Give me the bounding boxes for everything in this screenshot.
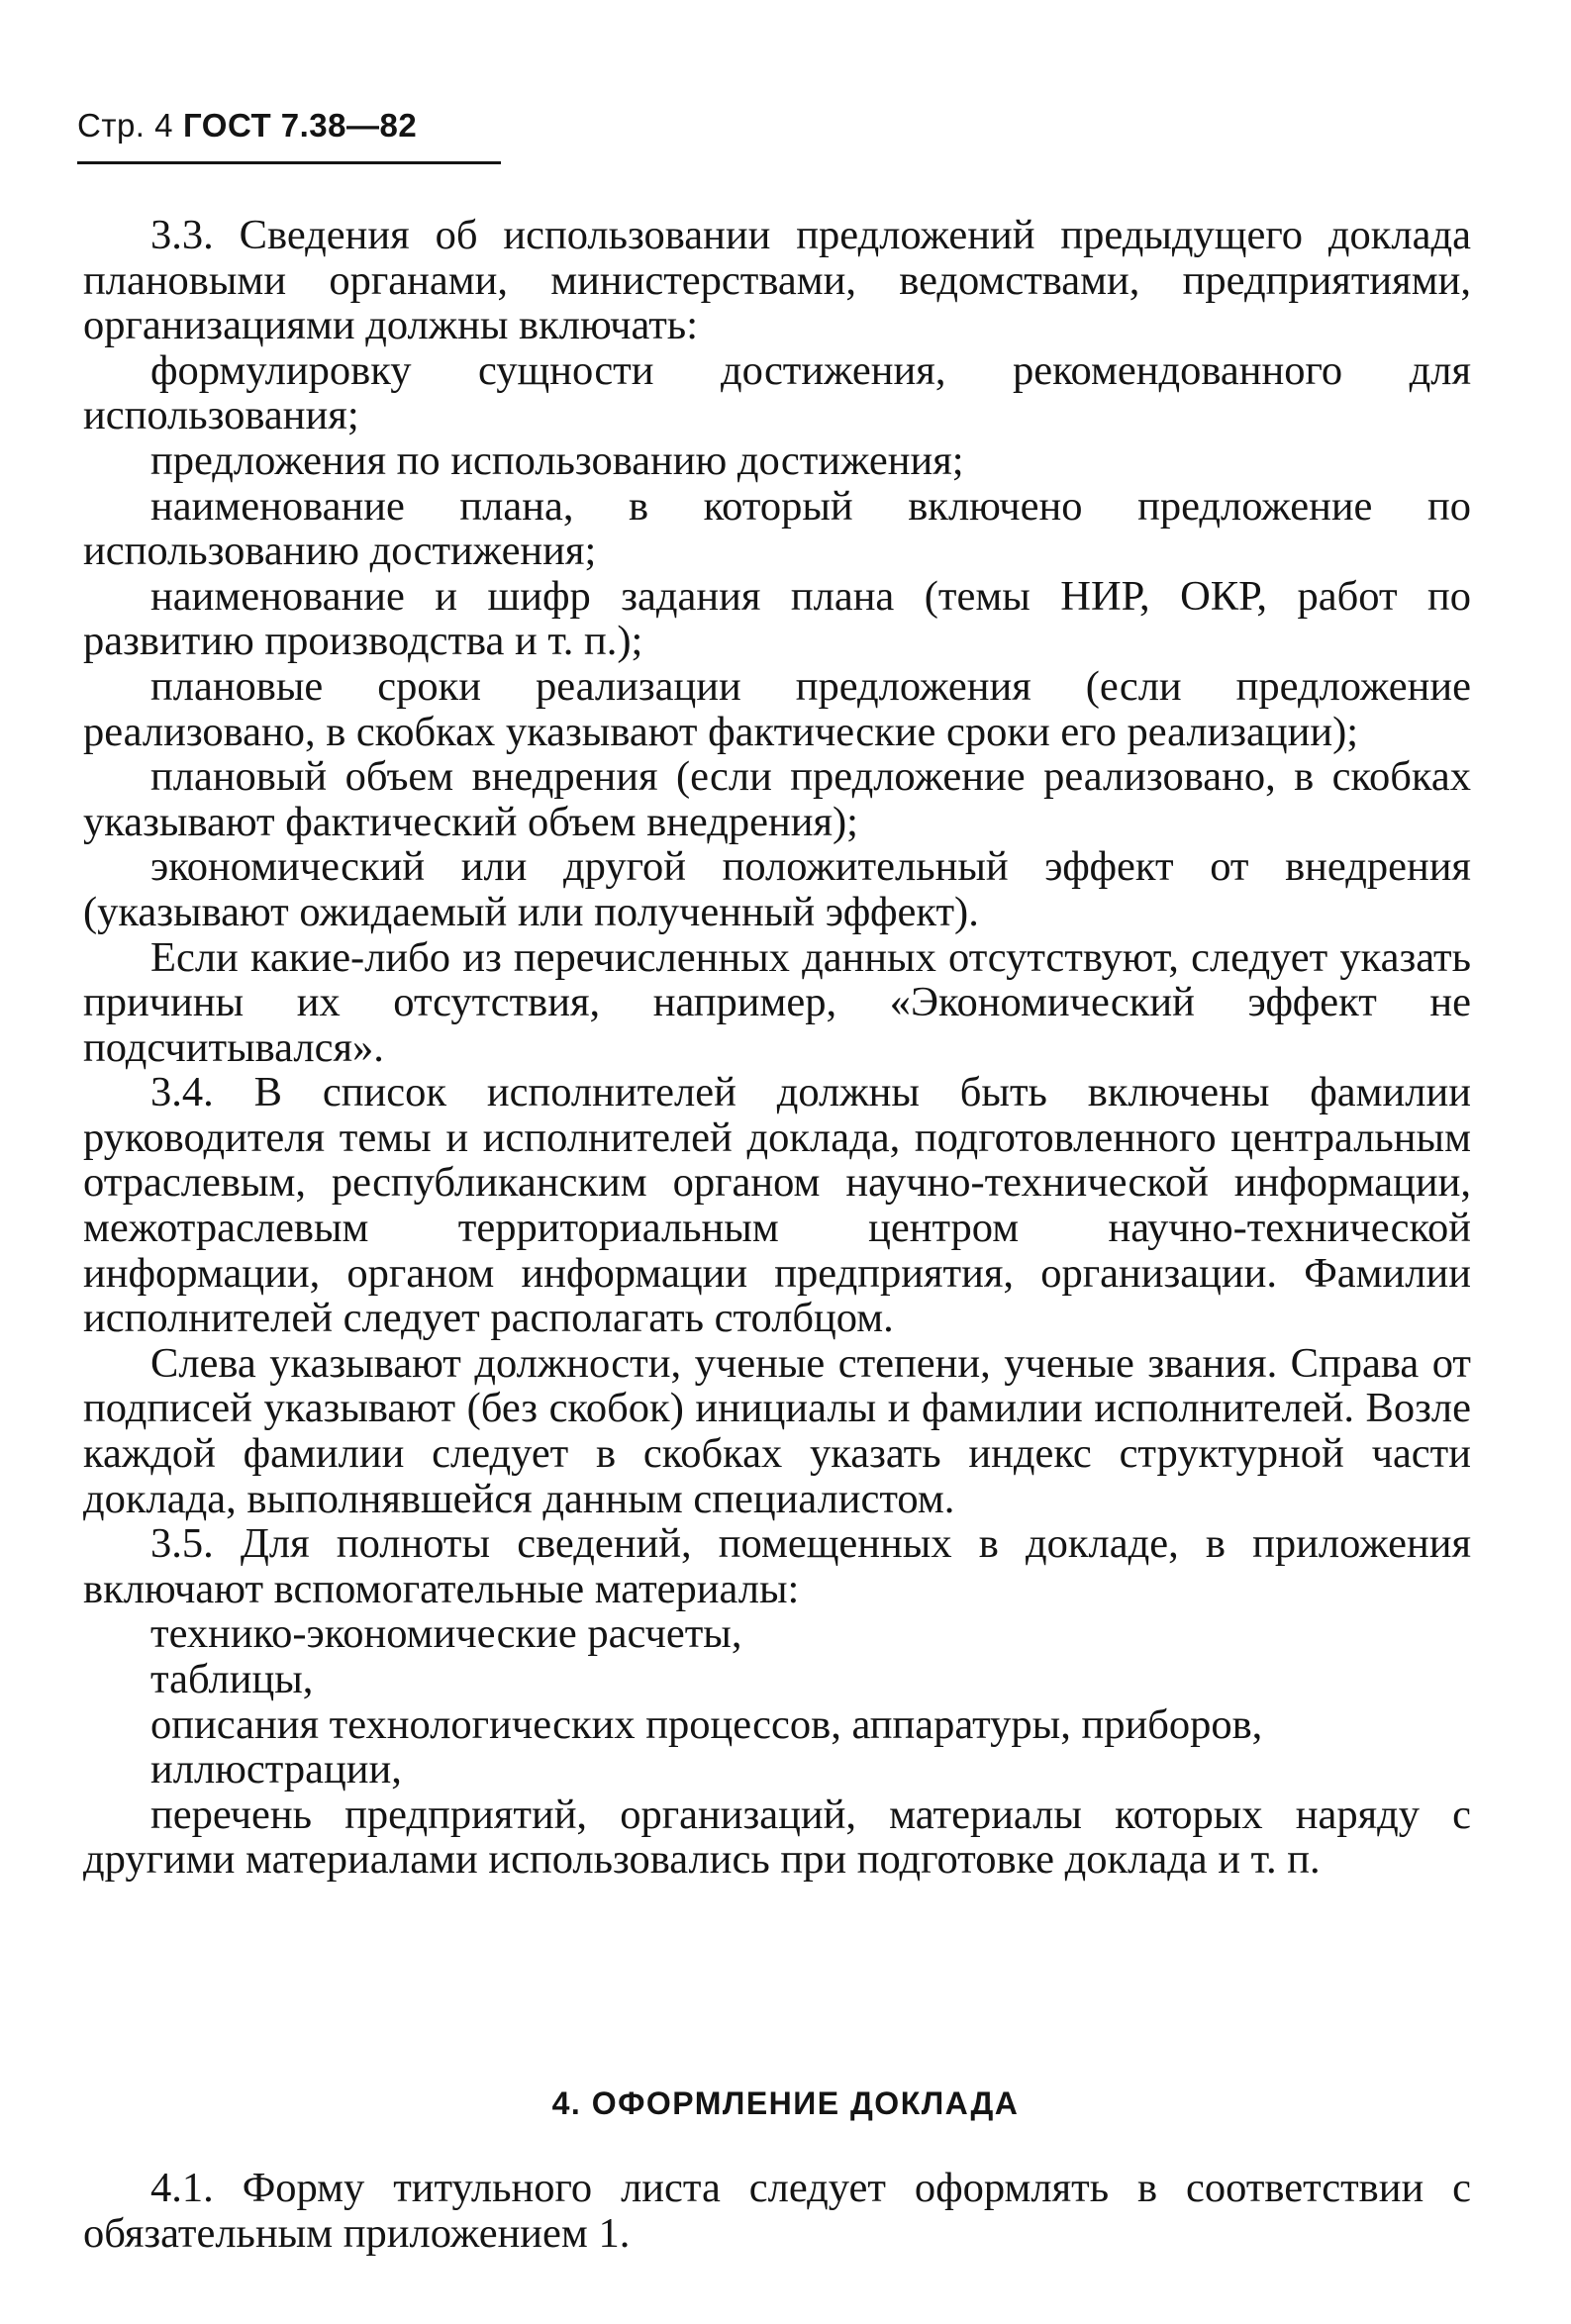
list-item: экономический или другой положительный эффект от внедрения (указывают ожидаемый или полученный эффект). [83,843,1471,935]
paragraph-3-4: 3.4. В список исполнителей должны быть включены фамилии руководителя темы и исполнителей доклада, подготовленного центральным отраслевым, республиканским органом научно-технической информации, межотраслевым территориальным центром научно-технической информации, органом информации предприятия, организации. Фамилии исполнителей следует располагать столбцом. [83,1069,1471,1342]
section-title: 4. ОФОРМЛЕНИЕ ДОКЛАДА [551,2085,1020,2121]
page-number: Стр. 4 [77,107,173,144]
list-item: описания технологических процессов, аппаратуры, приборов, [150,1700,1263,1748]
standard-code: ГОСТ 7.38—82 [183,107,418,144]
paragraph-3-3: 3.3. Сведения об использовании предложений предыдущего доклада плановыми органами, министерствами, ведомствами, предприятиями, организациями должны включать: [83,212,1471,349]
paragraph-3-5: 3.5. Для полноты сведений, помещенных в докладе, в приложения включают вспомогательные материалы: [83,1520,1471,1612]
list-item: технико-экономические расчеты, [150,1610,742,1658]
page-header [77,107,417,145]
paragraph-note: Если какие-либо из перечисленных данных отсутствуют, следует указать причины их отсутствия, например, «Экономический эффект не подсчитывался». [83,933,1471,1071]
list-item: формулировку сущности достижения, рекомендованного для использования; [83,346,1471,439]
header-rule [77,161,501,164]
list-item: предложения по использованию достижения; [150,436,964,484]
document-body [83,213,1471,1883]
list-item: перечень предприятий, организаций, материалы которых наряду с другими материалами использовались при подготовке доклада и т. п. [83,1791,1471,1884]
list-item: наименование и шифр задания плана (темы НИР, ОКР, работ по развитию производства и т. п.); [83,572,1471,665]
paragraph-4-1: 4.1. Форму титульного листа следует оформлять в соответствии с обязательным приложением 1. [83,2165,1471,2257]
paragraph-signatures: Слева указывают должности, ученые степени, ученые звания. Справа от подписей указывают (без скобок) инициалы и фамилии исполнителей. Возле каждой фамилии следует в скобках указать индекс структурной части доклада, выполнявшейся данным специалистом. [83,1339,1471,1522]
list-item: таблицы, [150,1656,314,1702]
section-body [83,2166,1471,2256]
list-item: наименование плана, в который включено предложение по использованию достижения; [83,482,1471,575]
list-item: плановый объем внедрения (если предложение реализовано, в скобках указывают фактический объем внедрения); [83,753,1471,845]
list-item: плановые сроки реализации предложения (если предложение реализовано, в скобках указывают фактические сроки его реализации); [83,662,1471,755]
list-item: иллюстрации, [150,1746,402,1793]
